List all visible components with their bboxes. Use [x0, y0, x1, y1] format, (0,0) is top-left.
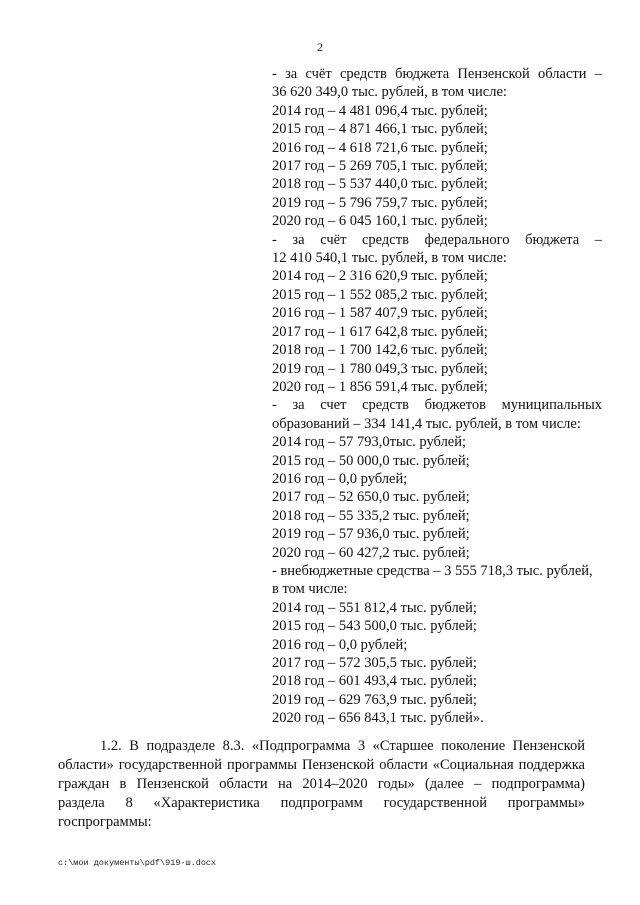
funding-column: [272, 65, 602, 728]
funding-line: 2019 год – 629 763,9 тыс. рублей;: [272, 691, 477, 708]
paragraph-line: 1.2. В подразделе 8.3. «Подпрограмма 3 «Старшее поколение Пензенской: [100, 738, 585, 754]
paragraph-line: граждан в Пензенской области на 2014–2020 годы» (далее – подпрограмма): [58, 776, 585, 792]
funding-line: 2017 год – 572 305,5 тыс. рублей;: [272, 655, 477, 671]
funding-line: 2015 год – 543 500,0 тыс. рублей;: [272, 618, 477, 635]
amendment-paragraph: [58, 737, 585, 832]
funding-line: 2015 год – 50 000,0 тыс. рублей;: [272, 452, 470, 469]
funding-line: 12 410 540,1 тыс. рублей, в том числе:: [272, 250, 507, 267]
paragraph-line: госпрограммы:: [58, 814, 152, 830]
funding-line: - за счёт средств федерального бюджета –: [272, 231, 602, 248]
funding-line: 2016 год – 1 587 407,9 тыс. рублей;: [272, 305, 488, 322]
funding-line: - внебюджетные средства – 3 555 718,3 тыс. рублей,: [272, 562, 593, 579]
funding-line: 2020 год – 656 843,1 тыс. рублей».: [272, 710, 484, 727]
funding-line: 2014 год – 551 812,4 тыс. рублей;: [272, 599, 477, 616]
funding-line: 2017 год – 5 269 705,1 тыс. рублей;: [272, 158, 488, 175]
funding-line: 2014 год – 2 316 620,9 тыс. рублей;: [272, 268, 488, 285]
funding-line: 2016 год – 0,0 рублей;: [272, 470, 408, 487]
paragraph-line: раздела 8 «Характеристика подпрограмм государственной программы»: [58, 795, 585, 811]
funding-line: 2018 год – 601 493,4 тыс. рублей;: [272, 673, 477, 690]
funding-line: 2016 год – 0,0 рублей;: [272, 636, 408, 653]
funding-line: 2018 год – 5 537 440,0 тыс. рублей;: [272, 176, 488, 193]
funding-line: 2020 год – 60 427,2 тыс. рублей;: [272, 544, 470, 561]
funding-line: 36 620 349,0 тыс. рублей, в том числе:: [272, 84, 507, 101]
funding-line: 2014 год – 57 793,0тыс. рублей;: [272, 434, 467, 451]
funding-line: 2014 год – 4 481 096,4 тыс. рублей;: [272, 102, 488, 119]
funding-line: 2017 год – 1 617 642,8 тыс. рублей;: [272, 323, 488, 340]
funding-line: 2015 год – 4 871 466,1 тыс. рублей;: [272, 121, 488, 138]
page-number: 2: [317, 40, 323, 54]
paragraph-line: области» государственной программы Пензенской области «Социальная поддержка: [58, 757, 585, 773]
footer-file-path: c:\мои документы\pdf\919-ш.docx: [58, 858, 217, 868]
funding-line: 2017 год – 52 650,0 тыс. рублей;: [272, 489, 470, 506]
funding-line: 2019 год – 1 780 049,3 тыс. рублей;: [272, 360, 488, 377]
funding-line: 2016 год – 4 618 721,6 тыс. рублей;: [272, 139, 488, 156]
funding-line: - за счет средств бюджетов муниципальных: [272, 397, 602, 414]
funding-line: образований – 334 141,4 тыс. рублей, в том числе:: [272, 415, 581, 432]
funding-line: в том числе:: [272, 581, 348, 598]
funding-line: 2019 год – 5 796 759,7 тыс. рублей;: [272, 194, 488, 211]
funding-line: - за счёт средств бюджета Пензенской области –: [272, 66, 602, 82]
funding-line: 2019 год – 57 936,0 тыс. рублей;: [272, 526, 470, 543]
funding-line: 2015 год – 1 552 085,2 тыс. рублей;: [272, 286, 488, 303]
funding-line: 2020 год – 1 856 591,4 тыс. рублей;: [272, 378, 488, 395]
funding-line: 2020 год – 6 045 160,1 тыс. рублей;: [272, 213, 488, 230]
funding-line: 2018 год – 55 335,2 тыс. рублей;: [272, 507, 470, 524]
funding-line: 2018 год – 1 700 142,6 тыс. рублей;: [272, 342, 488, 359]
